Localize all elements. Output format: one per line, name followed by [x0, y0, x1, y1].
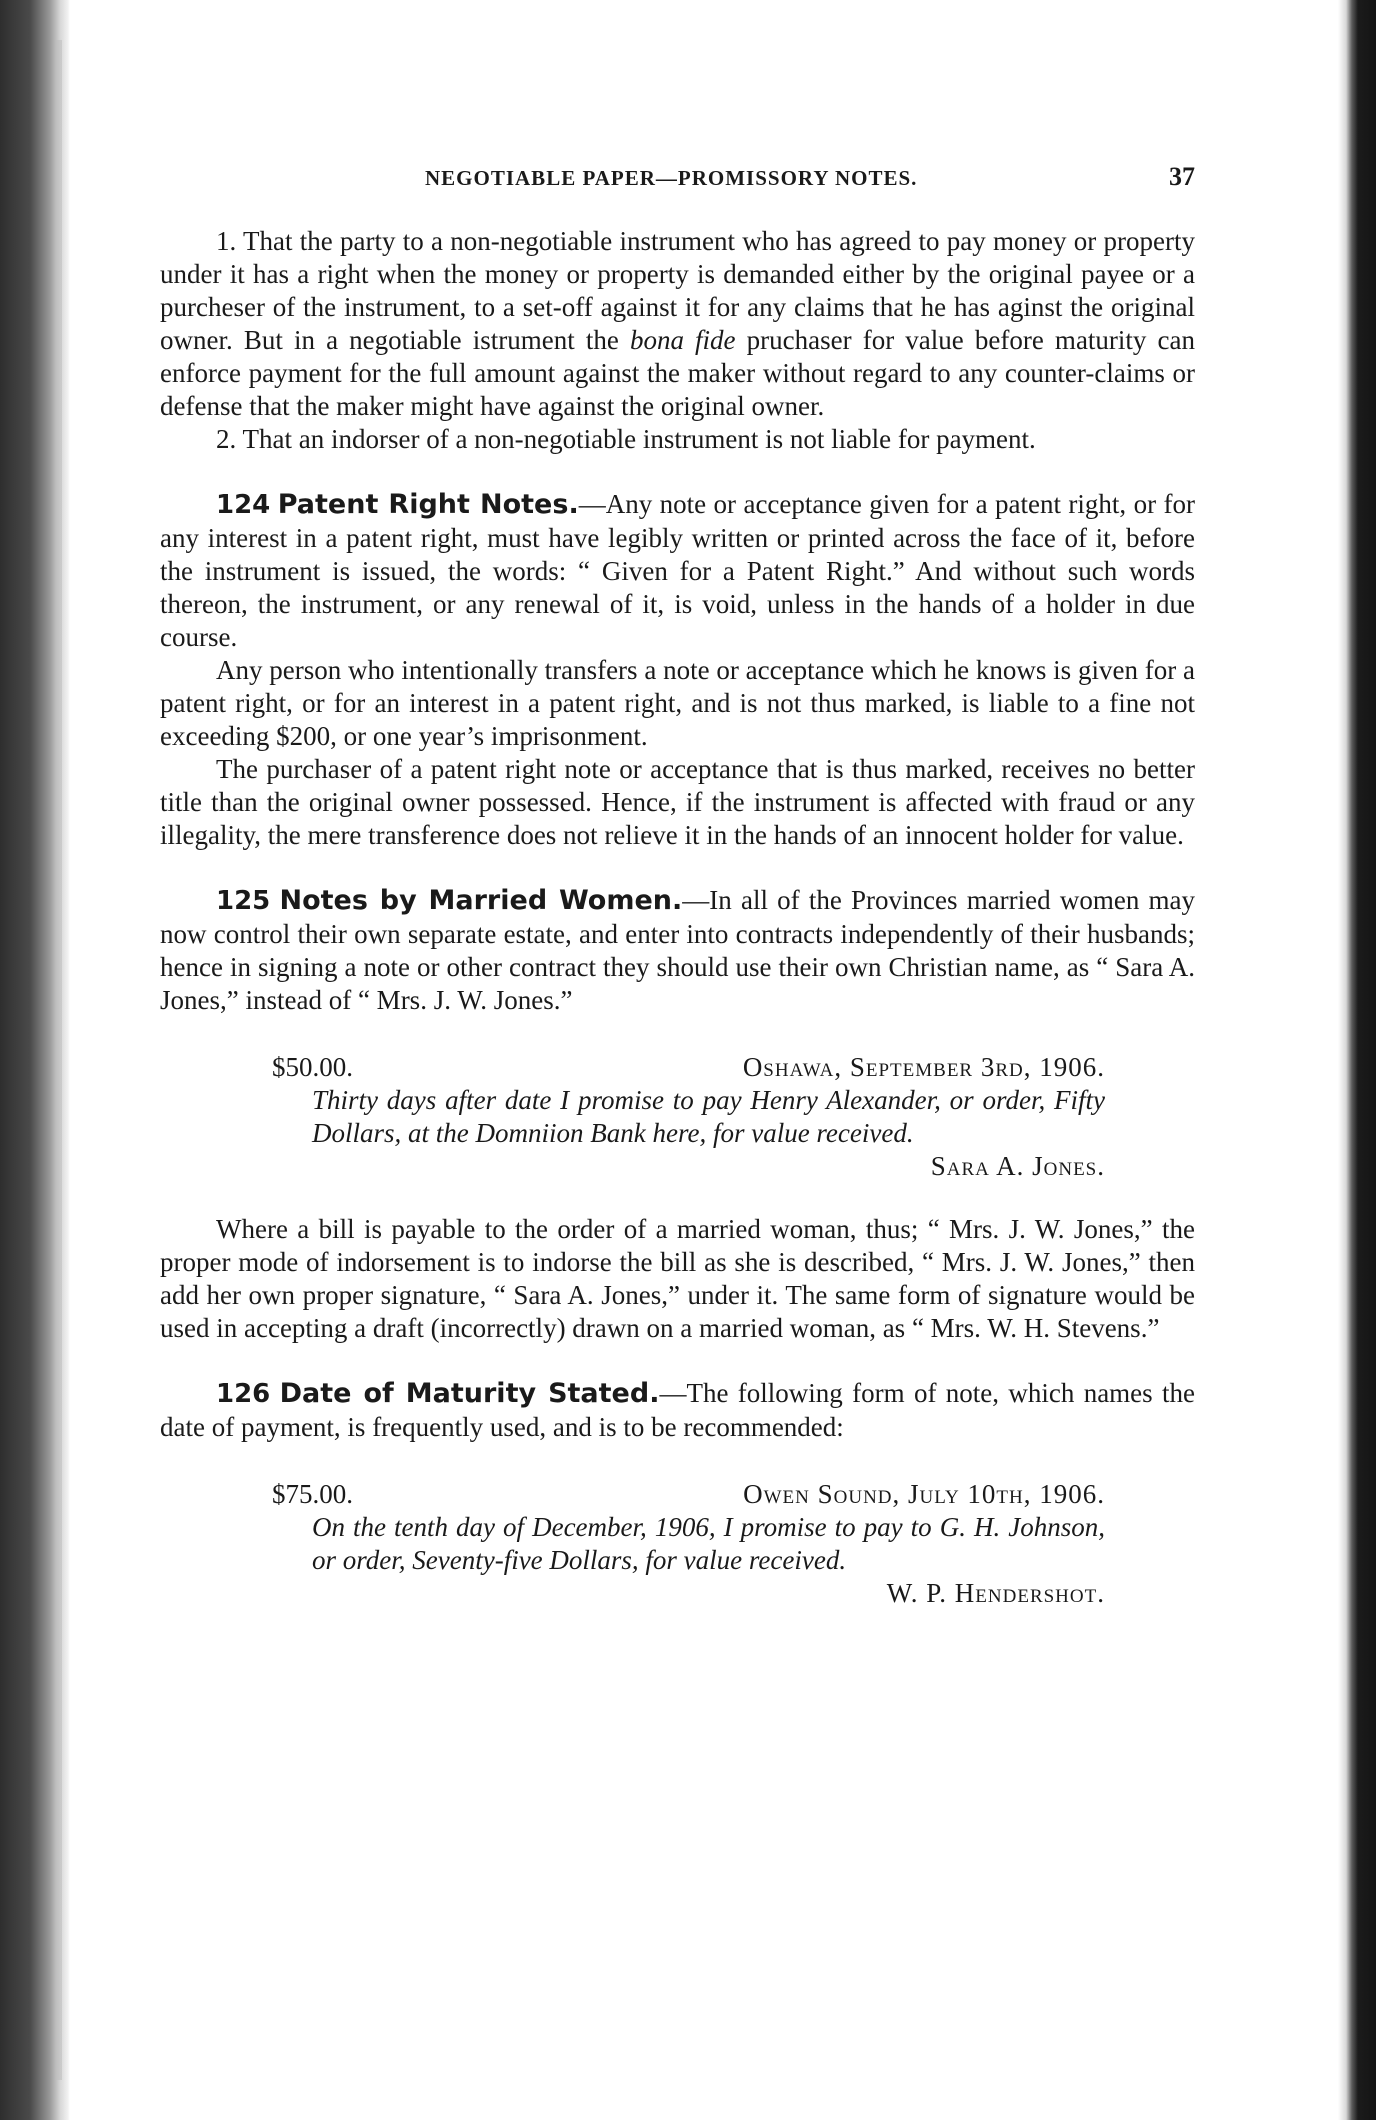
note-amount: $75.00. — [272, 1479, 353, 1509]
section-number: 126 — [216, 1379, 271, 1409]
note-header — [160, 1051, 1195, 1084]
note-signature: Sara A. Jones. — [930, 1151, 1105, 1181]
page-edge-shadow — [1338, 0, 1376, 2120]
section-title: Date of Maturity Stated. — [279, 1378, 660, 1409]
section-125-para-2: Where a bill is payable to the order of a married woman, thus; “ Mrs. J. W. Jones,” the proper mode of indorsement is to indorse the bill as she is described, “ Mrs. J. W. Jones,” then add her own proper signature, “ Sara A. Jones,” under it. The same form of signature would be used in accepting a draft (incorrectly) drawn on a married woman, as “ Mrs. W. H. Stevens.” — [160, 1214, 1195, 1343]
note-text: Thirty days after date I promise to pay Henry Alexander, or order, Fifty Dollars, at the Domniion Bank here, for value received. — [312, 1085, 1105, 1148]
page-number: 37 — [1169, 162, 1195, 191]
running-title: NEGOTIABLE PAPER—PROMISSORY NOTES. — [425, 166, 918, 190]
page-body — [160, 160, 1195, 1640]
section-text: —In all of the Provinces married women may now control their own separate estate, and enter into contracts independently of their husbands; hence in signing a note or other contract they should use their own Christian name, as “ Sara A. Jones,” instead of “ Mrs. J. W. Jones.” — [160, 885, 1196, 1015]
point-1: 1. That the party to a non-negotiable instrument who has agreed to pay money or property under it has a right when the money or property is demanded either by the original payee or a purcheser of the instrument, to a set-off against it for any claims that he has aginst the original owner. But in a negotiable istrument the bona fide pruchaser for value before maturity can enforce payment for the full amount against the maker without regard to any counter-claims or defense that the maker might have against the original owner. — [160, 226, 1195, 421]
note-header — [160, 1478, 1195, 1511]
section-124-para-1 — [160, 488, 1195, 654]
note-example-1 — [160, 1051, 1195, 1183]
section-124-para-2: Any person who intentionally transfers a note or acceptance which he knows is given for a patent right, or for an interest in a patent right, and is not thus marked, is liable to a fine not exceeding $200, or one year’s imprisonment. — [160, 655, 1195, 751]
book-gutter-shadow — [0, 0, 70, 2120]
note-signature: W. P. Hendershot. — [886, 1578, 1105, 1608]
section-125-para-1 — [160, 884, 1195, 1017]
section-title: Patent Right Notes. — [277, 489, 579, 520]
point-2: 2. That an indorser of a non-negotiable instrument is not liable for payment. — [216, 424, 1036, 454]
note-example-2 — [160, 1478, 1195, 1610]
section-126-para-1 — [160, 1377, 1195, 1444]
note-place-date: Oshawa, September 3rd, 1906. — [742, 1052, 1105, 1082]
note-amount: $50.00. — [272, 1052, 353, 1082]
section-title: Notes by Married Women. — [279, 885, 683, 916]
note-body — [160, 1511, 1195, 1577]
section-text: —The following form of note, which names the date of payment, is frequently used, and is to be recommended: — [160, 1378, 1196, 1442]
running-header — [425, 160, 1195, 195]
note-place-date: Owen Sound, July 10th, 1906. — [743, 1479, 1105, 1509]
section-number: 125 — [216, 886, 271, 916]
note-body — [160, 1084, 1195, 1150]
section-124-para-3: The purchaser of a patent right note or acceptance that is thus marked, receives no better title than the original owner possessed. Hence, if the instrument is affected with fraud or any illegality, the mere transference does not relieve it in the hands of an innocent holder for value. — [160, 754, 1195, 850]
section-text: —Any note or acceptance given for a patent right, or for any interest in a patent right, must have legibly written or printed across the face of it, before the instrument is issued, the words: “ Given for a Patent Right.” And without such words thereon, the instrument, or any renewal of it, is void, unless in the hands of a holder in due course. — [160, 489, 1195, 652]
section-number: 124 — [216, 490, 271, 520]
note-text: On the tenth day of December, 1906, I promise to pay to G. H. Johnson, or order, Seventy-five Dollars, for value received. — [312, 1512, 1105, 1575]
